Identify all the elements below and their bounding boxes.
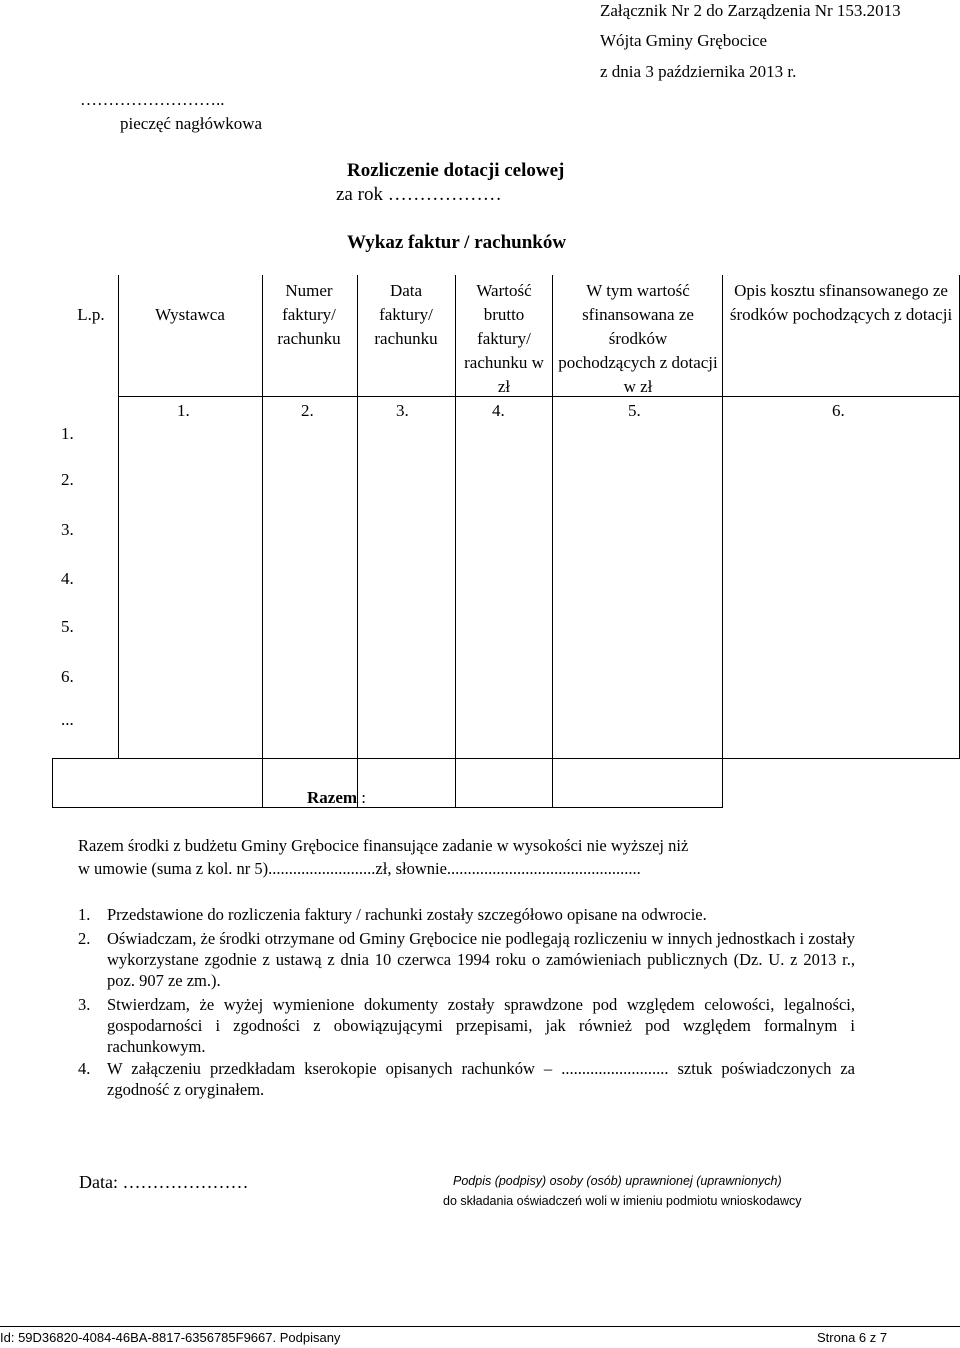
- table-border: [52, 758, 960, 759]
- total-label: Razem: [307, 788, 358, 807]
- row-number: 3.: [61, 520, 74, 539]
- table-border: [262, 275, 263, 808]
- column-number: 1.: [177, 401, 190, 420]
- summary-line-1: Razem środki z budżetu Gminy Grębocice finansujące zadanie w wysokości nie wyższej niż: [78, 836, 689, 855]
- page-number: Strona 6 z 7: [817, 1330, 888, 1345]
- invoice-list-title: Wykaz faktur / rachunków: [347, 232, 567, 253]
- table-border: [455, 275, 456, 808]
- summary-line-2: w umowie (suma z kol. nr 5)..........................zł, słownie...............................................: [78, 859, 641, 878]
- statement-text: Oświadczam, że środki otrzymane od Gminy Grębocice nie podlegają rozliczeniu w innych jednostkach i zostały wykorzystane zgodnie z ustawą z dnia 10 czerwca 1994 roku o zamówieniach publicznych (Dz. U. z 2013 r., poz. 907 ze zm.).: [107, 929, 855, 990]
- col-header-invoice-date: Data faktury/ rachunku: [374, 281, 438, 348]
- stamp-label: pieczęć nagłówkowa: [120, 114, 263, 133]
- annex-issuer: Wójta Gminy Grębocice: [600, 31, 768, 50]
- document-id: Id: 59D36820-4084-46BA-8817-6356785F9667. Podpisany: [0, 1330, 341, 1345]
- column-number: 4.: [492, 401, 505, 420]
- column-number: 3.: [396, 401, 409, 420]
- row-number: 1.: [61, 424, 74, 443]
- col-header-invoice-number: Numer faktury/ rachunku: [277, 281, 341, 348]
- row-number: 2.: [61, 470, 74, 489]
- table-border: [722, 275, 723, 808]
- table-border: [52, 807, 723, 808]
- row-number: ...: [61, 710, 74, 729]
- total-colon: :: [357, 788, 367, 807]
- column-number: 6.: [832, 401, 845, 420]
- table-border: [52, 758, 53, 808]
- document-title: Rozliczenie dotacji celowej: [347, 160, 565, 181]
- statement-text: W załączeniu przedkładam kserokopie opisanych rachunków – .......................... sztuk poświadczonych za zgodność z oryginałem.: [107, 1059, 855, 1099]
- signature-caption-1: Podpis (podpisy) osoby (osób) uprawnionej (uprawnionych): [453, 1174, 782, 1188]
- statement-text: Przedstawione do rozliczenia faktury / rachunki zostały szczegółowo opisane na odwrocie.: [107, 905, 707, 924]
- total-row-label: [307, 788, 366, 808]
- statement-item: [78, 1058, 855, 1100]
- footer-rule: [0, 1326, 960, 1327]
- col-header-lp: L.p.: [77, 305, 105, 324]
- annex-reference: Załącznik Nr 2 do Zarządzenia Nr 153.2013: [600, 1, 901, 20]
- col-header-subsidy-value: W tym wartość sfinansowana ze środków pochodzących z dotacji w zł: [558, 281, 718, 396]
- row-number: 4.: [61, 569, 74, 588]
- col-header-issuer: Wystawca: [155, 305, 225, 324]
- col-header-cost-description: Opis kosztu sfinansowanego ze środków pochodzących z dotacji: [729, 281, 953, 324]
- year-line: za rok ………………: [336, 184, 502, 205]
- statement-item: [78, 904, 855, 925]
- date-field: Data: …………………: [79, 1172, 249, 1192]
- signature-caption-2: do składania oświadczeń woli w imieniu podmiotu wnioskodawcy: [443, 1194, 802, 1208]
- column-number: 2.: [301, 401, 314, 420]
- statement-item: [78, 994, 855, 1057]
- table-border: [357, 275, 358, 808]
- statement-number: 4.: [78, 1059, 91, 1078]
- statement-number: 2.: [78, 929, 91, 948]
- stamp-dots: ……………………..: [80, 90, 225, 109]
- statement-number: 1.: [78, 905, 91, 924]
- statement-number: 3.: [78, 995, 91, 1014]
- statement-text: Stwierdzam, że wyżej wymienione dokumenty zostały sprawdzone pod względem celowości, legalności, gospodarności i zgodności z obowiązującymi przepisami, jak również pod względem formalnym i rachunkowym.: [107, 995, 855, 1056]
- row-number: 5.: [61, 617, 74, 636]
- table-border: [118, 275, 119, 758]
- annex-date: z dnia 3 października 2013 r.: [600, 62, 797, 81]
- col-header-gross-value: Wartość brutto faktury/ rachunku w zł: [464, 281, 544, 396]
- column-number: 5.: [628, 401, 641, 420]
- row-number: 6.: [61, 667, 74, 686]
- table-border: [552, 275, 553, 808]
- statement-item: [78, 928, 855, 991]
